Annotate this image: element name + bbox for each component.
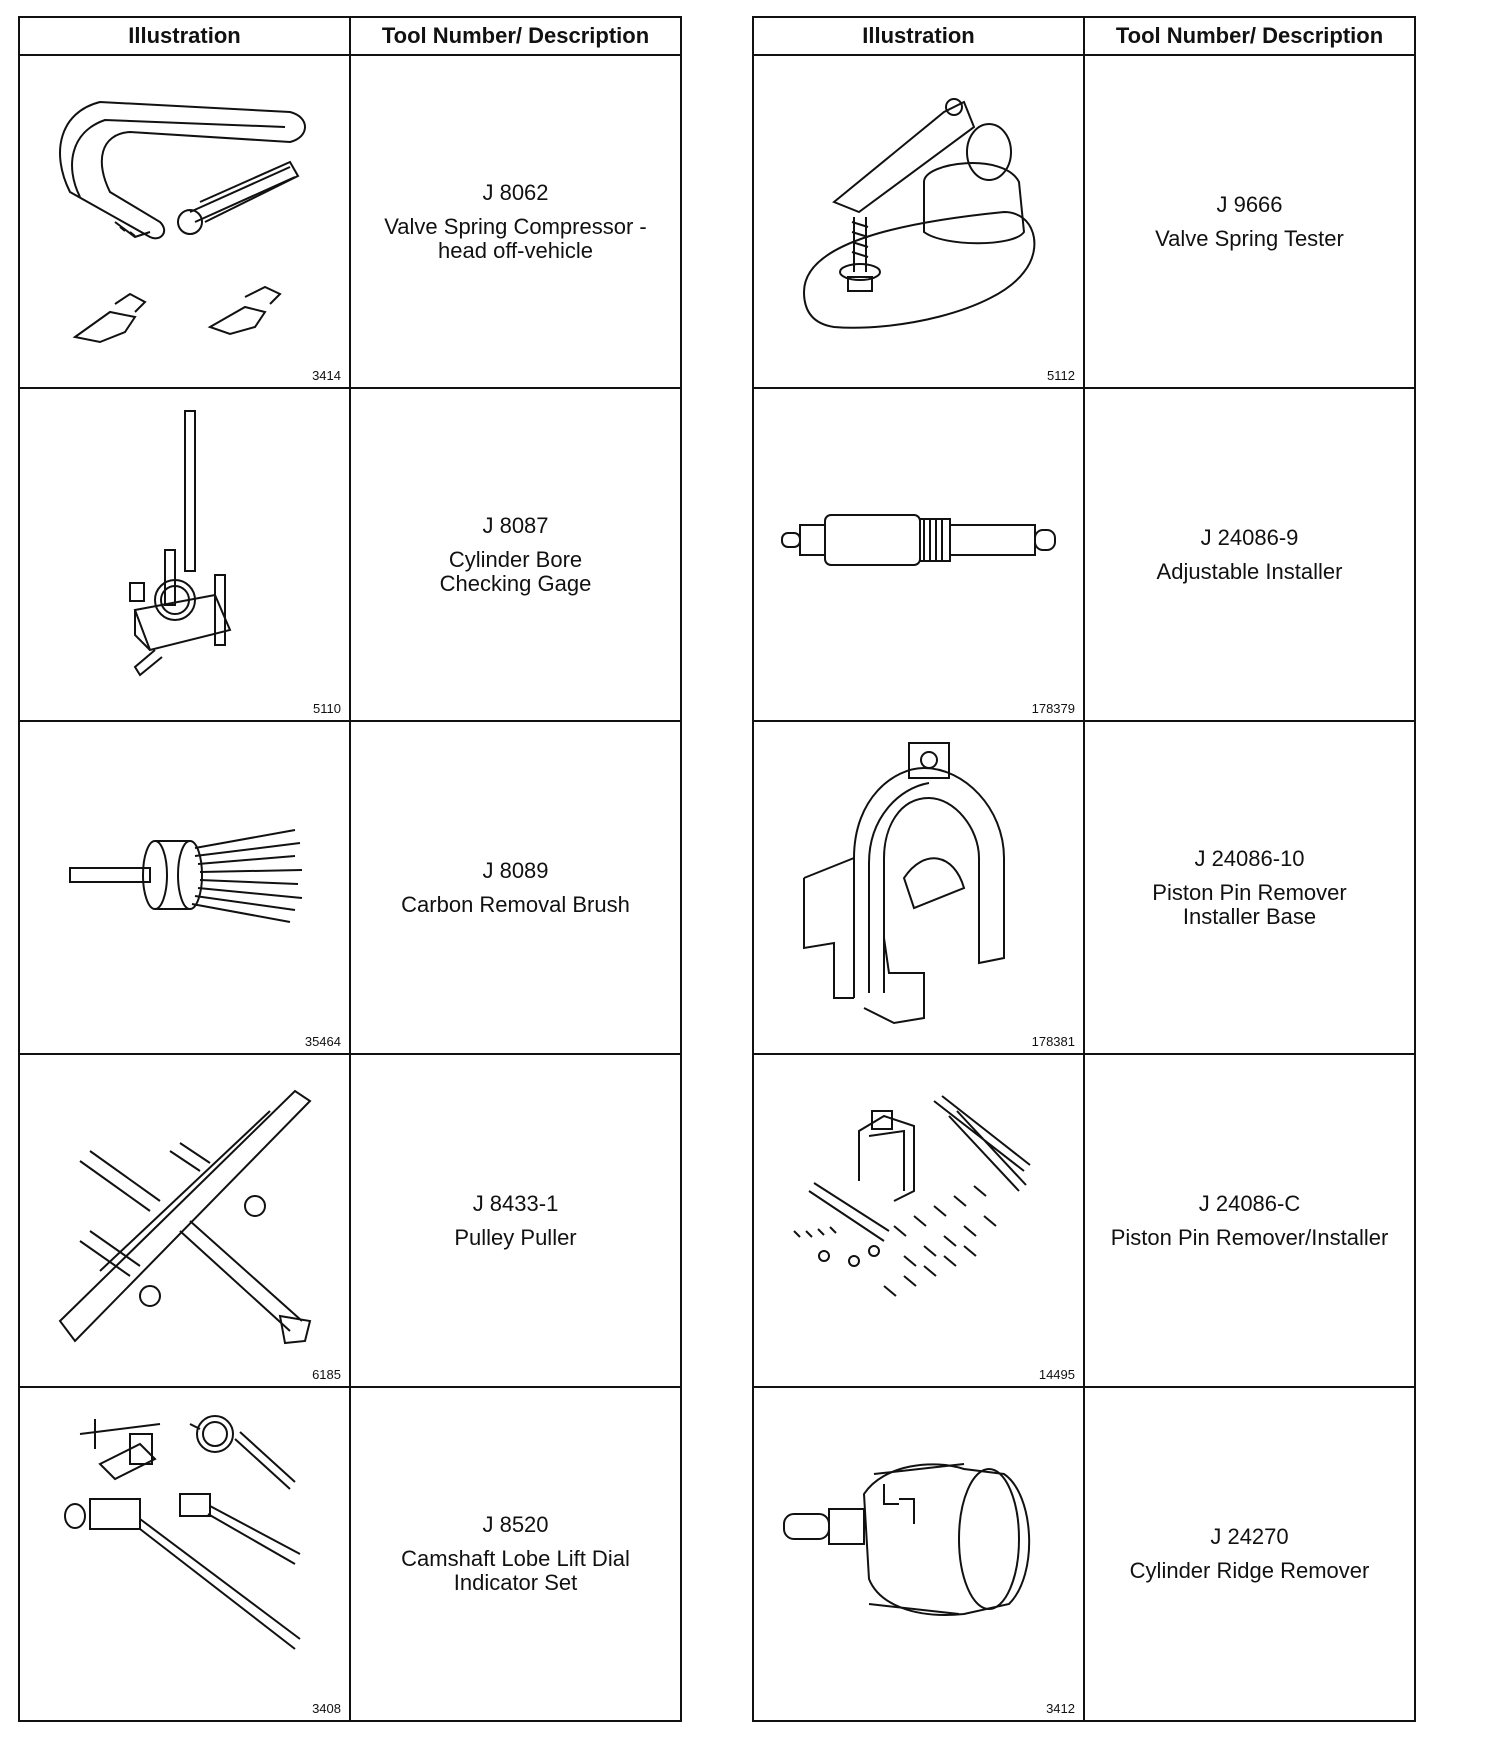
tool-description-cell bbox=[1085, 1055, 1414, 1386]
piston-pin-kit-icon bbox=[774, 1071, 1064, 1361]
illustration-cell bbox=[754, 722, 1085, 1053]
carbon-brush-icon bbox=[40, 738, 330, 1028]
table-row bbox=[20, 722, 680, 1055]
ridge-remover-icon bbox=[774, 1404, 1064, 1694]
table-row bbox=[20, 1388, 680, 1720]
tool-number: J 24270 bbox=[1210, 1524, 1289, 1549]
header-illustration: Illustration bbox=[20, 18, 351, 54]
tool-description-cell bbox=[1085, 722, 1414, 1053]
tool-number: J 8433-1 bbox=[472, 1190, 559, 1216]
table-row bbox=[754, 1055, 1414, 1388]
illustration-code: 5112 bbox=[1047, 368, 1075, 383]
illustration-code: 35464 bbox=[304, 1034, 341, 1049]
illustration-cell bbox=[754, 56, 1085, 387]
table-row bbox=[754, 389, 1414, 722]
illustration-cell bbox=[20, 1388, 351, 1720]
illustration-code: 178379 bbox=[1031, 701, 1075, 716]
tool-name: Valve Spring Compressor - head off-vehicle bbox=[384, 213, 647, 263]
illustration-cell bbox=[20, 722, 351, 1053]
tool-name: Camshaft Lobe Lift Dial Indicator Set bbox=[401, 1546, 630, 1595]
tool-name: Pulley Puller bbox=[454, 1224, 577, 1250]
tool-description-cell bbox=[351, 1055, 680, 1386]
tool-number: J 24086-10 bbox=[1194, 845, 1305, 871]
tool-description-cell bbox=[351, 56, 680, 387]
adjustable-installer-icon bbox=[774, 405, 1064, 695]
valve-spring-compressor-icon bbox=[40, 72, 330, 362]
header-description: Tool Number/ Description bbox=[1115, 23, 1384, 48]
tool-name: Cylinder Ridge Remover bbox=[1129, 1558, 1370, 1583]
table-row bbox=[754, 1388, 1414, 1720]
illustration-cell bbox=[754, 1388, 1085, 1720]
tool-description-cell bbox=[1085, 389, 1414, 720]
table-header bbox=[20, 18, 680, 56]
tool-description-cell bbox=[1085, 1388, 1414, 1720]
tool-description-cell bbox=[1085, 56, 1414, 387]
table-row bbox=[20, 389, 680, 722]
tool-number: J 8087 bbox=[482, 512, 549, 538]
illustration-cell bbox=[754, 1055, 1085, 1386]
tool-description-cell bbox=[351, 1388, 680, 1720]
tool-number: J 9666 bbox=[1216, 191, 1283, 217]
piston-pin-base-icon bbox=[774, 738, 1064, 1028]
illustration-code: 5110 bbox=[313, 701, 341, 716]
tool-name: Piston Pin Remover/Installer bbox=[1110, 1224, 1389, 1250]
tools-table-left bbox=[18, 16, 682, 1722]
tool-number: J 24086-9 bbox=[1200, 524, 1299, 550]
header-illustration: Illustration bbox=[754, 18, 1085, 54]
tool-name: Valve Spring Tester bbox=[1155, 225, 1344, 251]
illustration-code: 14495 bbox=[1038, 1367, 1075, 1382]
illustration-cell bbox=[20, 56, 351, 387]
illustration-cell bbox=[754, 389, 1085, 720]
illustration-cell bbox=[20, 389, 351, 720]
tool-number: J 8520 bbox=[482, 1512, 549, 1537]
illustration-code: 3408 bbox=[312, 1701, 341, 1716]
valve-spring-tester-icon bbox=[774, 72, 1064, 362]
pulley-puller-icon bbox=[40, 1071, 330, 1361]
tool-name: Carbon Removal Brush bbox=[401, 891, 630, 917]
illustration-code: 178381 bbox=[1031, 1034, 1075, 1049]
table-row bbox=[754, 56, 1414, 389]
dial-indicator-set-icon bbox=[40, 1404, 330, 1694]
tool-description-cell bbox=[351, 389, 680, 720]
table-header bbox=[754, 18, 1414, 56]
illustration-cell bbox=[20, 1055, 351, 1386]
tool-number: J 8062 bbox=[482, 179, 549, 205]
illustration-code: 6185 bbox=[312, 1367, 341, 1382]
illustration-code: 3414 bbox=[312, 368, 341, 383]
table-row bbox=[20, 1055, 680, 1388]
tool-name: Piston Pin Remover Installer Base bbox=[1152, 879, 1347, 929]
tool-description-cell bbox=[351, 722, 680, 1053]
header-description: Tool Number/ Description bbox=[381, 23, 650, 48]
tool-number: J 8089 bbox=[482, 857, 549, 883]
cylinder-bore-gage-icon bbox=[40, 405, 330, 695]
table-row bbox=[20, 56, 680, 389]
table-row bbox=[754, 722, 1414, 1055]
tools-table-right bbox=[752, 16, 1416, 1722]
tool-name: Adjustable Installer bbox=[1156, 558, 1343, 584]
tool-name: Cylinder Bore Checking Gage bbox=[439, 546, 592, 596]
illustration-code: 3412 bbox=[1046, 1701, 1075, 1716]
tool-number: J 24086-C bbox=[1198, 1190, 1301, 1216]
